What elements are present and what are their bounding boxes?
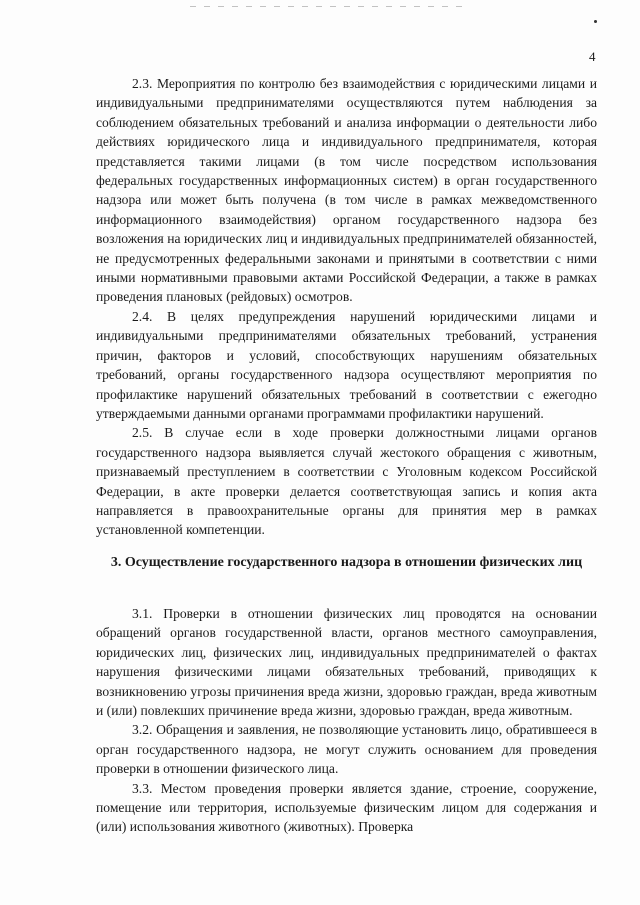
scan-artifact-line [190, 6, 470, 7]
paragraph-3-3: 3.3. Местом проведения проверки является здание, строение, сооружение, помещение или территория, используемые физическим лицом для содержания и (или) использования животного (животных). Проверка [96, 780, 597, 835]
section-2-body [96, 74, 597, 540]
paragraph-3-1: 3.1. Проверки в отношении физических лиц проводятся на основании обращений органов государственной власти, органов местного самоуправления, юридических лиц, физических лиц, индивидуальных предпринимателей о фактах нарушения физическими лицами обязательных требований, приводящих к возникновению угрозы причинения вреда жизни, здоровью граждан, вреда животным и (или) повлекших причинение вреда жизни, здоровью граждан, вреда животным. [96, 606, 597, 719]
paragraph-3-2: 3.2. Обращения и заявления, не позволяющие установить лицо, обратившееся в орган государственного надзора, не могут служить основанием для проведения проверки в отношении физического лица. [96, 722, 597, 777]
page-number: 4 [589, 49, 596, 64]
scan-dot-mark [594, 20, 597, 23]
paragraph-2-4: 2.4. В целях предупреждения нарушений юридическими лицами и индивидуальными предпринимателями обязательных требований, устранения причин, факторов и условий, способствующих нарушениям обязательных требований, органы государственного надзора осуществляют мероприятия по профилактике нарушений обязательных требований в соответствии с ежегодно утверждаемыми данными органами программами профилактики нарушений. [96, 308, 597, 421]
paragraph-2-5: 2.5. В случае если в ходе проверки должностными лицами органов государственного надзора выявляется случай жестокого обращения с животным, признаваемый преступлением в соответствии с Уголовным кодексом Российской Федерации, в акте проверки делается соответствующая запись и копия акта направляется в правоохранительные органы для принятия мер в рамках установленной компетенции. [96, 425, 597, 538]
section-3-body [96, 604, 597, 837]
section-3-heading: 3. Осуществление государственного надзора в отношении физических лиц [110, 555, 583, 570]
paragraph-2-3: 2.3. Мероприятия по контролю без взаимодействия с юридическими лицами и индивидуальными предпринимателями осуществляются путем наблюдения за соблюдением обязательных требований и анализа информации о деятельности либо действиях юридического лица и индивидуального предпринимателя, которая представляется такими лицами (в том числе посредством использования федеральных государственных информационных систем) в орган государственного надзора или может быть получена (в том числе в рамках межведомственного информационного взаимодействия) органом государственного надзора без возложения на юридических лиц и индивидуальных предпринимателей обязанностей, не предусмотренных федеральными законами и принятыми в соответствии с ними иными нормативными правовыми актами Российской Федерации, а также в рамках проведения плановых (рейдовых) осмотров. [96, 76, 597, 305]
